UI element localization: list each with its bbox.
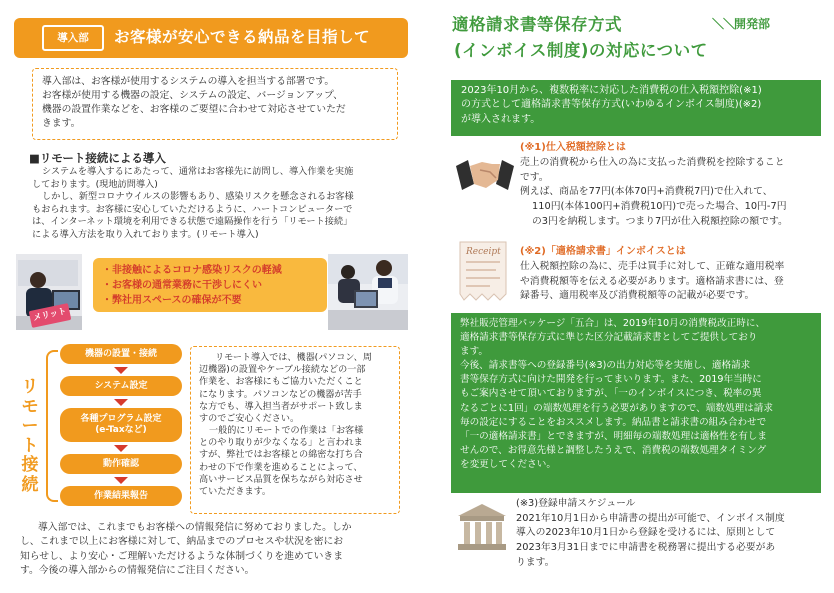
- flow-arrow: [114, 367, 128, 374]
- note1-line: 例えば、商品を77円(本体70円+消費税7円)で仕入れて、: [520, 186, 773, 198]
- left-outro: [20, 521, 404, 578]
- receipt-icon: [456, 240, 512, 302]
- flow-bracket: [46, 350, 58, 502]
- note-line: わせの下で作業を進めることによって、: [199, 462, 363, 473]
- note2-line: や消費税額等を伝える必要があります。適格請求書には、登: [520, 275, 784, 287]
- invoice-intro-line: が導入されます。: [461, 113, 541, 125]
- dept-deco-icon: ＼＼: [712, 17, 735, 31]
- note-line: 一般的にリモートでの作業は「お客様: [209, 426, 364, 437]
- merit-item: ・弊社用スペースの確保が不要: [102, 295, 242, 307]
- note1-line: です。: [520, 171, 549, 183]
- note2-title: (※2)「適格請求書」インボイスとは: [520, 246, 686, 257]
- remote-line: システムを導入するにあたって、通常はお客様先に訪問し、導入作業を実施: [42, 166, 354, 177]
- side-char: ト: [21, 435, 39, 456]
- right-title-line2: (インボイス制度)の対応について: [454, 41, 708, 60]
- note-line: すのでご安心ください。: [199, 413, 300, 424]
- note3-line: 2023年3月31日までに申請書を税務署に提出する必要があ: [516, 542, 776, 554]
- package-line: せんので、お得意先様と調整したうえで、消費税の端数処理タイミング: [460, 444, 767, 456]
- package-line: 「一の適格請求書」とできますが、明細毎の端数処理は適格性を有しま: [460, 430, 767, 442]
- side-char: リ: [21, 377, 39, 397]
- side-char: モ: [21, 396, 39, 417]
- note-line: 作業を、お客様にもご協力いただくこと: [199, 377, 363, 388]
- remote-line: しかし、新型コロナウイルスの影響もあり、感染リスクを懸念されるお客様: [42, 191, 354, 203]
- left-header: [14, 18, 408, 58]
- flow-arrow: [114, 399, 128, 406]
- flow-step-system: システム設定: [60, 376, 182, 396]
- note3-line: 2021年10月1日から申請書の提出が可能で、インボイス制度: [516, 512, 785, 524]
- remote-line: による導入方法を取り入れております。(リモート導入): [32, 228, 259, 240]
- intro-line: 機器の設置作業などを、お客様のご要望に合わせて対応させていただ: [42, 103, 346, 115]
- flow-note-box: [190, 346, 400, 514]
- note3-block: [516, 497, 822, 570]
- merit-item: ・お客様の通常業務に干渉しにくい: [102, 280, 262, 292]
- intro-box: [32, 68, 398, 140]
- note1-line: 売上の消費税から仕入の為に支払った消費税を控除すること: [520, 157, 785, 168]
- note-line: すが、弊社ではお客様との綿密な打ち合: [199, 450, 363, 461]
- note-line: リモート導入では、機器(パソコン、周: [215, 353, 372, 363]
- note3-line: 導入の2023年10月1日から登録を受けるには、原則として: [516, 527, 776, 539]
- outro-line: 知らせし、より安心・ご理解いただけるような体制づくりを進めていきま: [20, 550, 344, 562]
- note-line: 高いサービス品質を保ちながら対応させ: [199, 474, 363, 485]
- merit-item: ・非接触によるコロナ感染リスクの軽減: [102, 265, 282, 276]
- remote-line: もおられます。お客様に安心していただけるように、ハートコンピューターで: [32, 203, 353, 215]
- remote-line: は、インターネット環境を利用できる状態で遠隔操作を行う「リモート接続」: [32, 216, 353, 228]
- note3-line: ります。: [516, 556, 555, 568]
- note-line: になります。パソコンなどの機器が苦手: [199, 389, 362, 400]
- merit-tag: メリット: [29, 303, 72, 328]
- intro-line: 導入部は、お客様が使用するシステムの導入を担当する部署です。: [42, 76, 335, 87]
- note1-line: 110円(本体100円+消費税10円)で売った場合、10円-7円: [532, 201, 787, 213]
- invoice-intro-line: 2023年10月から、複数税率に対応した消費税の仕入税額控除(※1): [461, 85, 762, 96]
- dept-tag: 導入部: [42, 25, 104, 51]
- package-line: 今後、請求書等への登録番号(※3)の出力対応等を実施し、適格請求: [460, 360, 751, 372]
- customer-photo: [328, 254, 408, 330]
- note1-title: (※1)仕入税額控除とは: [520, 142, 626, 153]
- side-char: 続: [21, 474, 39, 495]
- dept-name: 開発部: [734, 17, 771, 31]
- remote-section-body: [32, 166, 398, 241]
- note2-line: 仕入税額控除の為に、売手は買手に対して、正確な適用税率: [520, 261, 785, 272]
- package-line: もご案内させて頂いておりますが、「一のインボイスにつき、税率の異: [460, 388, 762, 400]
- flow-step-install: 機器の設置・接続: [60, 344, 182, 364]
- outro-line: す。今後の導入部からの情報発信にご注目ください。: [20, 564, 255, 576]
- flow-arrow: [114, 477, 128, 484]
- remote-connection-vertical-label: [20, 378, 40, 495]
- note2-body: [520, 260, 822, 304]
- package-line: 適格請求書等保存方式に準じた区分記載請求書としてご提供しており: [460, 332, 758, 344]
- handshake-icon: [456, 150, 514, 200]
- remote-line: しております。(現地訪問導入): [32, 178, 158, 190]
- package-info-box: [451, 313, 821, 493]
- left-title: お客様が安心できる納品を目指して: [114, 28, 371, 47]
- flow-arrow: [114, 445, 128, 452]
- outro-line: 導入部では、これまでもお客様への情報発信に努めておりました。しか: [38, 522, 352, 533]
- right-title-line1: 適格請求書等保存方式: [452, 15, 622, 34]
- flow-step-programs: 各種プログラム設定 (e-Taxなど): [60, 408, 182, 442]
- side-char: ー: [21, 416, 39, 437]
- package-line: 弊社販売管理パッケージ「五合」は、2019年10月の消費税改正時に、: [460, 318, 766, 329]
- remote-section-title: ■リモート接続による導入: [29, 151, 166, 165]
- intro-line: お客様が使用する機器の設定、システムの設定、バージョンアップ、: [42, 89, 343, 101]
- note1-body: [520, 156, 822, 229]
- package-line: 書等保存方式に向けた開発を行ってまいります。また、2019年当時に: [460, 374, 762, 386]
- flow-step-report: 作業結果報告: [60, 486, 182, 506]
- dept-label: [712, 16, 770, 32]
- intro-line: きます。: [42, 117, 81, 129]
- side-char: 接: [21, 455, 39, 476]
- merit-banner: [93, 258, 327, 312]
- receipt-label: Receipt: [466, 247, 501, 257]
- package-line: 毎の設定にすることをおススメします。納品書と請求書の組み合わせで: [460, 416, 767, 428]
- note-line: 辺機器)の設置やケーブル接続などの一部: [199, 365, 366, 376]
- invoice-intro-line: の方式として適格請求書等保存方式(いわゆるインボイス制度)(※2): [461, 99, 762, 111]
- note-line: とのやり取りが少なくなる」と言われま: [199, 438, 363, 449]
- note1-line: の3円を納税します。つまり7円が仕入税額控除の額です。: [532, 215, 788, 227]
- note-line: ていただきます。: [199, 486, 272, 497]
- note-line: な方でも、導入担当者がサポート致しま: [199, 401, 363, 412]
- outro-line: し、これまで以上にお客様に対して、納品までのプロセスや状況を密にお: [20, 536, 344, 548]
- note2-line: 録番号、適用税率及び消費税額等の記載が必要です。: [520, 290, 755, 302]
- flow-step-check: 動作確認: [60, 454, 182, 474]
- tax-office-building-icon: [456, 502, 508, 554]
- package-line: なるごとに1回」の端数処理を行う必要がありますので、端数処理は請求: [460, 402, 773, 414]
- note3-title: (※3)登録申請スケジュール: [516, 498, 636, 509]
- package-line: ます。: [460, 346, 489, 358]
- invoice-intro-box: [451, 80, 821, 136]
- package-line: を変更してください。: [460, 458, 556, 470]
